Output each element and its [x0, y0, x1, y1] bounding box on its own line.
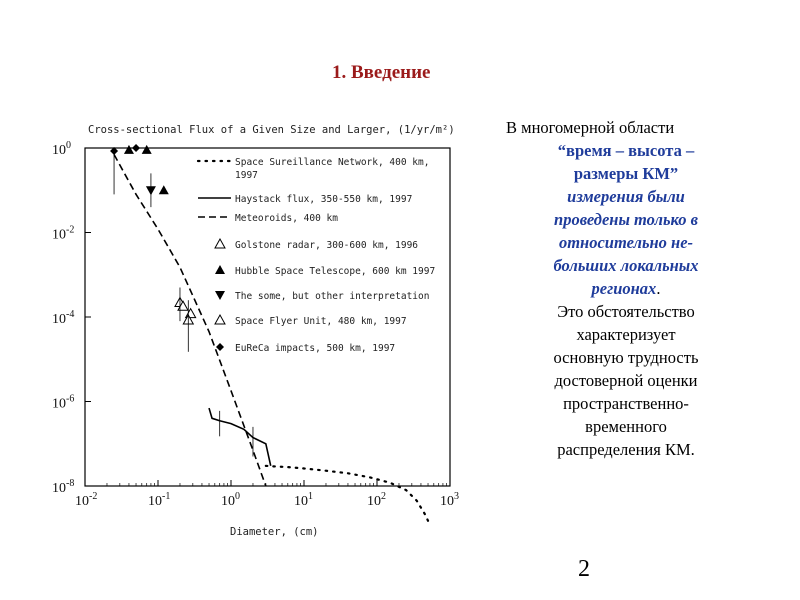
- body-italic-line-5: регионах: [591, 279, 657, 298]
- body-italic-end: .: [656, 279, 661, 298]
- body-normal-line-4: достоверной оценки: [554, 371, 698, 390]
- y-tick-label-1: $10^{-2}$: [52, 224, 75, 243]
- body-line-1: В многомерной области: [506, 118, 675, 137]
- y-tick-label-2: $10^{-4}$: [52, 309, 75, 327]
- x-tick-label-5: $10^3$: [440, 491, 459, 509]
- data-point-4-1: [142, 145, 152, 154]
- body-normal-line-5: пространственно-: [563, 394, 689, 413]
- body-quoted-line-2: размеры КМ”: [573, 164, 679, 183]
- body-italic-line-3: относительно не-: [558, 233, 694, 252]
- x-axis-label: Diameter, (cm): [230, 526, 319, 538]
- data-point-4-2: [159, 185, 169, 194]
- x-tick-label-0: $10^{-2}$: [75, 491, 98, 509]
- x-tick-label-3: $10^1$: [294, 491, 313, 509]
- data-point-4-0: [124, 145, 134, 154]
- flux-chart: [50, 115, 470, 545]
- body-italic-line-4: больших локальных: [553, 256, 699, 275]
- legend-label-4: Hubble Space Telescope, 600 km 1997: [235, 266, 436, 277]
- series-layer: [114, 155, 428, 521]
- x-tick-label-2: $10^0$: [221, 491, 240, 509]
- body-normal-line-3: основную трудность: [553, 348, 699, 367]
- body-italic-line-1: измерения были: [567, 187, 685, 206]
- body-normal-line-7: распределения КМ.: [557, 440, 695, 459]
- body-normal-line-6: временного: [585, 417, 667, 436]
- body-quoted-line-1: “время – высота –: [557, 141, 695, 160]
- slide-title: 1. Введение: [332, 62, 431, 83]
- x-tick-labels: [75, 491, 459, 509]
- y-tick-labels: [52, 140, 74, 496]
- body-normal-line-2: характеризует: [576, 325, 676, 344]
- legend-label-0: Space Sureillance Network, 400 km,: [235, 157, 430, 168]
- chart-title: Cross-sectional Flux of a Given Size and Larger, (1/yr/m²): [88, 124, 455, 136]
- y-tick-label-3: $10^{-6}$: [52, 393, 75, 412]
- legend-label-0-cont: 1997: [235, 170, 258, 181]
- body-normal-line-1: Это обстоятельство: [557, 302, 695, 321]
- body-italic-line-5-wrap: [506, 277, 746, 300]
- chart-legend: [198, 157, 435, 354]
- legend-swatch-4: [215, 265, 225, 274]
- legend-label-3: Golstone radar, 300-600 km, 1996: [235, 240, 419, 251]
- y-tick-label-4: $10^{-8}$: [52, 478, 75, 496]
- legend-label-5: The some, but other interpretation: [235, 291, 430, 302]
- legend-label-6: Space Flyer Unit, 480 km, 1997: [235, 316, 407, 327]
- legend-swatch-5: [215, 291, 225, 300]
- body-italic-line-2: проведены только в: [554, 210, 698, 229]
- x-tick-label-4: $10^2$: [367, 491, 386, 509]
- data-point-7-1: [132, 144, 140, 152]
- series-line-0: [266, 466, 428, 521]
- legend-swatch-7: [216, 343, 224, 351]
- legend-label-1: Haystack flux, 350-550 km, 1997: [235, 194, 413, 205]
- legend-label-7: EuReCa impacts, 500 km, 1997: [235, 343, 396, 354]
- legend-swatch-6: [215, 315, 225, 324]
- legend-label-2: Meteoroids, 400 km: [235, 213, 338, 224]
- slide-number: 2: [578, 556, 590, 582]
- slide-body-text: [506, 116, 746, 461]
- markers-layer: [110, 144, 253, 456]
- legend-swatch-3: [215, 239, 225, 248]
- x-tick-label-1: $10^{-1}$: [148, 491, 171, 509]
- y-tick-label-0: $10^0$: [52, 140, 71, 158]
